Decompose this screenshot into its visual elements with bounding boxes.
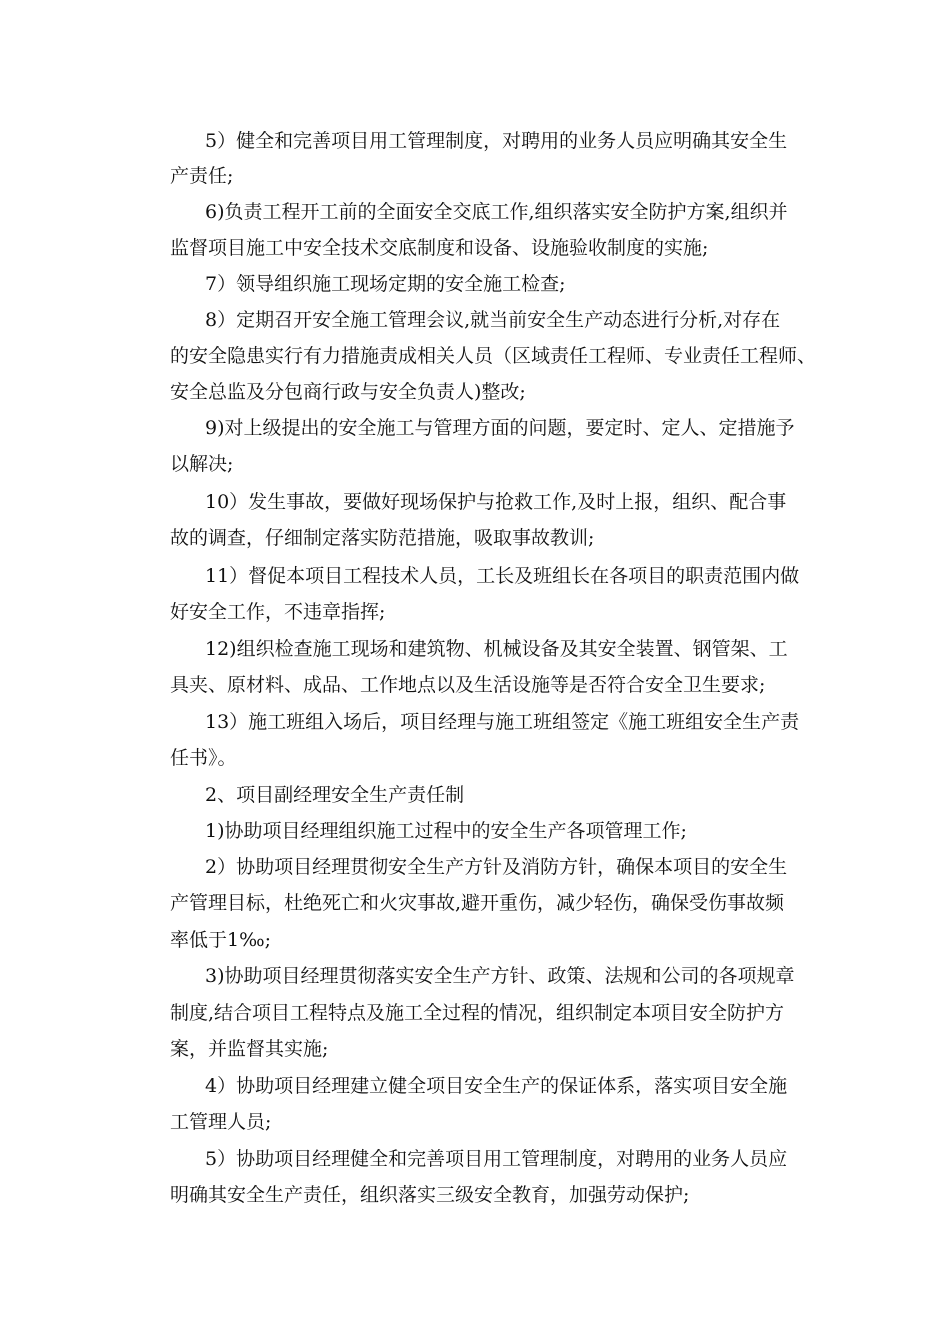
- text-line: 6)负责工程开工前的全面安全交底工作,组织落实安全防护方案,组织并: [205, 201, 788, 223]
- text-line: 任书》。: [170, 747, 237, 769]
- text-line: 产责任;: [170, 165, 234, 187]
- text-line: 监督项目施工中安全技术交底制度和设备、设施验收制度的实施;: [170, 237, 709, 259]
- text-line: 2）协助项目经理贯彻安全生产方针及消防方针，确保本项目的安全生: [205, 856, 788, 878]
- text-line: 7）领导组织施工现场定期的安全施工检查;: [205, 273, 566, 295]
- text-line: 安全总监及分包商行政与安全负责人)整改;: [170, 381, 526, 403]
- text-line: 工管理人员;: [170, 1111, 272, 1133]
- text-line: 12)组织检查施工现场和建筑物、机械设备及其安全装置、钢管架、工: [205, 638, 788, 660]
- text-line: 具夹、原材料、成品、工作地点以及生活设施等是否符合安全卫生要求;: [170, 674, 766, 696]
- text-line: 明确其安全生产责任，组织落实三级安全教育，加强劳动保护;: [170, 1184, 690, 1206]
- text-line: 故的调查，仔细制定落实防范措施，吸取事故教训;: [170, 527, 595, 549]
- text-line: 以解决;: [170, 453, 234, 475]
- text-line: 1)协助项目经理组织施工过程中的安全生产各项管理工作;: [205, 820, 687, 842]
- text-line: 案，并监督其实施;: [170, 1038, 329, 1060]
- text-line: 好安全工作，不违章指挥;: [170, 601, 386, 623]
- text-line: 9)对上级提出的安全施工与管理方面的问题，要定时、定人、定措施予: [205, 417, 795, 439]
- text-line: 产管理目标，杜绝死亡和火灾事故,避开重伤，减少轻伤，确保受伤事故频: [170, 892, 785, 914]
- text-line: 5）健全和完善项目用工管理制度，对聘用的业务人员应明确其安全生: [205, 130, 788, 152]
- text-line: 制度,结合项目工程特点及施工全过程的情况，组织制定本项目安全防护方: [170, 1002, 785, 1024]
- text-line: 3)协助项目经理贯彻落实安全生产方针、政策、法规和公司的各项规章: [205, 965, 795, 987]
- text-line: 5）协助项目经理健全和完善项目用工管理制度，对聘用的业务人员应: [205, 1148, 788, 1170]
- text-line: 13）施工班组入场后，项目经理与施工班组签定《施工班组安全生产责: [205, 711, 800, 733]
- text-line: 率低于1‰;: [170, 929, 271, 951]
- section-heading: 2、项目副经理安全生产责任制: [205, 784, 465, 806]
- text-line: 4）协助项目经理建立健全项目安全生产的保证体系，落实项目安全施: [205, 1075, 788, 1097]
- text-line: 11）督促本项目工程技术人员，工长及班组长在各项目的职责范围内做: [205, 565, 800, 587]
- text-line: 10）发生事故，要做好现场保护与抢救工作,及时上报，组织、配合事: [205, 491, 787, 513]
- text-line: 8）定期召开安全施工管理会议,就当前安全生产动态进行分析,对存在: [205, 309, 781, 331]
- text-line: 的安全隐患实行有力措施责成相关人员（区域责任工程师、专业责任工程师、: [170, 345, 817, 367]
